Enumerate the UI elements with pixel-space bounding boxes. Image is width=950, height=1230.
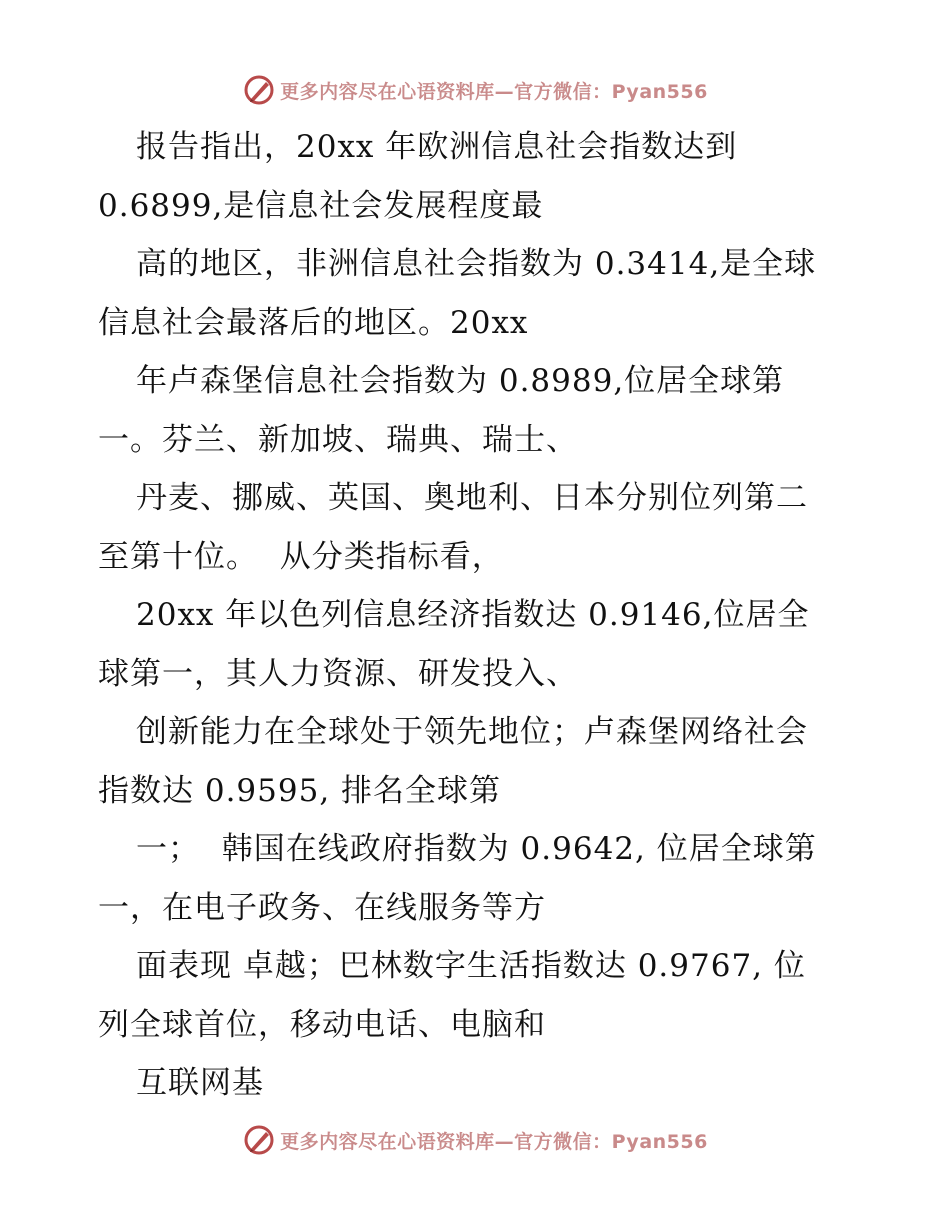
text-line: 球第一，其人力资源、研发投入、 [98, 655, 578, 692]
text-line: 一，在电子政务、在线服务等方 [98, 889, 546, 926]
text-line: 互联网基 [136, 1065, 264, 1101]
header-banner [0, 70, 950, 110]
text-line: 一； 韩国在线政府指数为 0.9642, 位居全球第 [136, 831, 817, 867]
footer-banner-text: 更多内容尽在心语资料库—官方微信：Pyan556 [280, 1130, 708, 1153]
document-body [98, 118, 858, 1113]
text-line: 丹麦、挪威、英国、奥地利、日本分别位列第二 [136, 480, 808, 516]
text-line: 指数达 0.9595, 排名全球第 [98, 772, 502, 809]
text-line: 报告指出，20xx 年欧洲信息社会指数达到 [136, 129, 738, 165]
text-line: 信息社会最落后的地区。20xx [98, 304, 529, 341]
text-line: 年卢森堡信息社会指数为 0.8989,位居全球第 [136, 363, 785, 399]
pen-logo-icon [242, 73, 276, 107]
text-line: 0.6899,是信息社会发展程度最 [98, 187, 544, 224]
header-banner-content [242, 73, 708, 107]
text-line: 列全球首位，移动电话、电脑和 [98, 1006, 546, 1043]
text-line: 高的地区，非洲信息社会指数为 0.3414,是全球 [136, 246, 817, 282]
text-line: 面表现 卓越；巴林数字生活指数达 0.9767, 位 [136, 948, 806, 984]
footer-banner [0, 1120, 950, 1160]
pen-logo-icon [242, 1123, 276, 1157]
footer-banner-content [242, 1123, 708, 1157]
header-banner-text: 更多内容尽在心语资料库—官方微信：Pyan556 [280, 80, 708, 103]
text-line: 至第十位。 从分类指标看， [98, 538, 504, 575]
text-line: 20xx 年以色列信息经济指数达 0.9146,位居全 [136, 597, 810, 633]
text-line: 一。芬兰、新加坡、瑞典、瑞士、 [98, 421, 578, 458]
text-line: 创新能力在全球处于领先地位；卢森堡网络社会 [136, 714, 808, 750]
